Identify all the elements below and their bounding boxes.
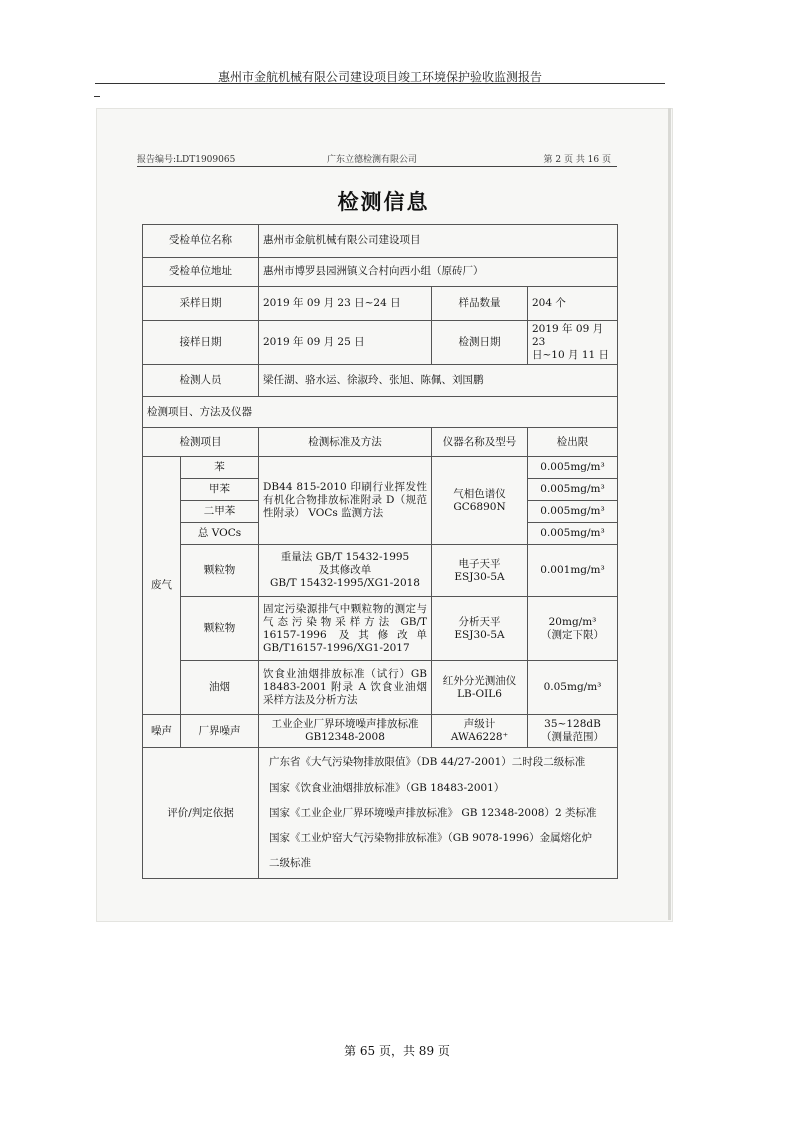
noise-instrument-model: AWA6228⁺ — [450, 731, 509, 744]
particulate-2-instrument-name: 分析天平 — [458, 615, 501, 628]
report-page: 第 2 页 共 16 页 — [543, 155, 611, 165]
noise-standard-line-2: GB12348-2008 — [305, 731, 385, 744]
receive-date-value: 2019 年 09 月 25 日 — [259, 321, 432, 365]
evaluation-line: 国家《工业企业厂界环境噪声排放标准》 GB 12348-2008）2 类标准 — [269, 806, 597, 819]
evaluation-line: 国家《工业炉窑大气污染物排放标准》（GB 9078-1996）金属熔化炉 — [269, 831, 593, 844]
noise-limit-note: （测量范围） — [541, 731, 604, 744]
oil-fume-item: 油烟 — [181, 661, 259, 715]
particulate-1-instrument-model: ESJ30-5A — [454, 570, 505, 583]
vocs-instrument — [432, 457, 528, 545]
test-date-line-1: 2019 年 09 月 23 — [532, 323, 604, 349]
noise-limit-range: 35~128dB — [544, 718, 601, 731]
vocs-item-xylene: 二甲苯 — [181, 501, 259, 523]
vocs-item-toluene: 甲苯 — [181, 479, 259, 501]
column-instrument: 仪器名称及型号 — [432, 428, 528, 457]
address-value: 惠州市博罗县园洲镇义合村向西小组（原砖厂） — [259, 258, 618, 287]
test-date-value — [528, 321, 618, 365]
evaluation-line: 国家《饮食业油烟排放标准》（GB 18483-2001） — [269, 781, 505, 794]
oil-fume-limit: 0.05mg/m³ — [528, 661, 618, 715]
test-date-label: 检测日期 — [432, 321, 528, 365]
noise-limit — [528, 715, 618, 748]
table-row — [143, 748, 618, 879]
evaluation-basis — [259, 748, 618, 879]
table-row — [143, 258, 618, 287]
vocs-limit-benzene: 0.005mg/m³ — [528, 457, 618, 479]
group-noise: 噪声 — [143, 715, 181, 748]
table-row — [143, 225, 618, 258]
noise-item: 厂界噪声 — [181, 715, 259, 748]
vocs-item-total: 总 VOCs — [181, 523, 259, 545]
particulate-2-standard: 固定污染源排气中颗粒物的测定与气态污染物采样方法 GB/T 16157-1996 及其修改单 GB/T16157-1996/XG1-2017 — [259, 597, 432, 661]
report-head — [137, 152, 617, 167]
header-tick-mark — [94, 96, 100, 97]
sample-count-label: 样品数量 — [432, 287, 528, 321]
particulate-1-instrument-name: 电子天平 — [458, 557, 501, 570]
noise-standard — [259, 715, 432, 748]
report-number: 报告编号:LDT1909065 — [137, 155, 236, 165]
oil-fume-instrument — [432, 661, 528, 715]
particulate-1-standard — [259, 545, 432, 597]
particulate-1-instrument — [432, 545, 528, 597]
table-row — [143, 457, 618, 479]
info-table — [142, 224, 618, 879]
vocs-item-benzene: 苯 — [181, 457, 259, 479]
evaluation-label: 评价/判定依据 — [143, 748, 259, 879]
particulate-1-standard-line-2: 及其修改单 — [318, 564, 372, 577]
oil-fume-standard: 饮食业油烟排放标准（试行）GB 18483-2001 附录 A 饮食业油烟采样方法及分析方法 — [259, 661, 432, 715]
vocs-instrument-model: GC6890N — [453, 500, 506, 513]
noise-standard-line-1: 工业企业厂界环境噪声排放标准 — [271, 718, 419, 731]
group-exhaust: 废气 — [143, 457, 181, 715]
client-value: 惠州市金航机械有限公司建设项目 — [259, 225, 618, 258]
noise-instrument-name: 声级计 — [463, 718, 496, 731]
particulate-2-limit-note: （测定下限） — [541, 628, 604, 641]
particulate-2-limit — [528, 597, 618, 661]
evaluation-line: 广东省《大气污染物排放限值》（DB 44/27-2001）二时段二级标准 — [269, 756, 586, 769]
column-standard: 检测标准及方法 — [259, 428, 432, 457]
report-company: 广东立德检测有限公司 — [327, 155, 418, 165]
particulate-2-instrument — [432, 597, 528, 661]
vocs-limit-xylene: 0.005mg/m³ — [528, 501, 618, 523]
section-label: 检测项目、方法及仪器 — [143, 397, 618, 428]
vocs-instrument-name: 气相色谱仪 — [453, 487, 506, 500]
vocs-limit-total: 0.005mg/m³ — [528, 523, 618, 545]
table-row — [143, 365, 618, 397]
particulate-2-instrument-model: ESJ30-5A — [454, 628, 505, 641]
personnel-label: 检测人员 — [143, 365, 259, 397]
page-header: 惠州市金航机械有限公司建设项目竣工环境保护验收监测报告 — [95, 68, 665, 84]
table-row — [143, 321, 618, 365]
sampling-date-value: 2019 年 09 月 23 日~24 日 — [259, 287, 432, 321]
page-footer: 第 65 页，共 89 页 — [344, 1044, 450, 1058]
sampling-date-label: 采样日期 — [143, 287, 259, 321]
table-row — [143, 715, 618, 748]
table-row — [143, 661, 618, 715]
test-date-line-2: 日~10 月 11 日 — [532, 349, 610, 362]
column-limit: 检出限 — [528, 428, 618, 457]
particulate-2-limit-value: 20mg/m³ — [548, 615, 597, 628]
table-row — [143, 545, 618, 597]
particulate-1-standard-line-1: 重量法 GB/T 15432-1995 — [280, 551, 410, 564]
scan-edge-shadow — [668, 108, 671, 920]
vocs-standard: DB44 815-2010 印刷行业挥发性有机化合物排放标准附录 D（规范性附录） VOCs 监测方法 — [259, 457, 432, 545]
noise-instrument — [432, 715, 528, 748]
table-row — [143, 428, 618, 457]
sample-count-value: 204 个 — [528, 287, 618, 321]
particulate-1-item: 颗粒物 — [181, 545, 259, 597]
table-row — [143, 397, 618, 428]
receive-date-label: 接样日期 — [143, 321, 259, 365]
particulate-1-standard-line-3: GB/T 15432-1995/XG1-2018 — [269, 577, 420, 590]
oil-fume-instrument-model: LB-OIL6 — [457, 687, 502, 700]
evaluation-line: 二级标准 — [269, 856, 311, 869]
column-item: 检测项目 — [143, 428, 259, 457]
personnel-value: 梁任湖、骆水运、徐淑玲、张旭、陈佩、刘国鹏 — [259, 365, 618, 397]
page-title: 检测信息 — [337, 190, 430, 214]
vocs-limit-toluene: 0.005mg/m³ — [528, 479, 618, 501]
address-label: 受检单位地址 — [143, 258, 259, 287]
client-label: 受检单位名称 — [143, 225, 259, 258]
table-row — [143, 287, 618, 321]
particulate-2-item: 颗粒物 — [181, 597, 259, 661]
table-row — [143, 597, 618, 661]
particulate-1-limit: 0.001mg/m³ — [528, 545, 618, 597]
oil-fume-instrument-name: 红外分光测油仪 — [442, 674, 517, 687]
